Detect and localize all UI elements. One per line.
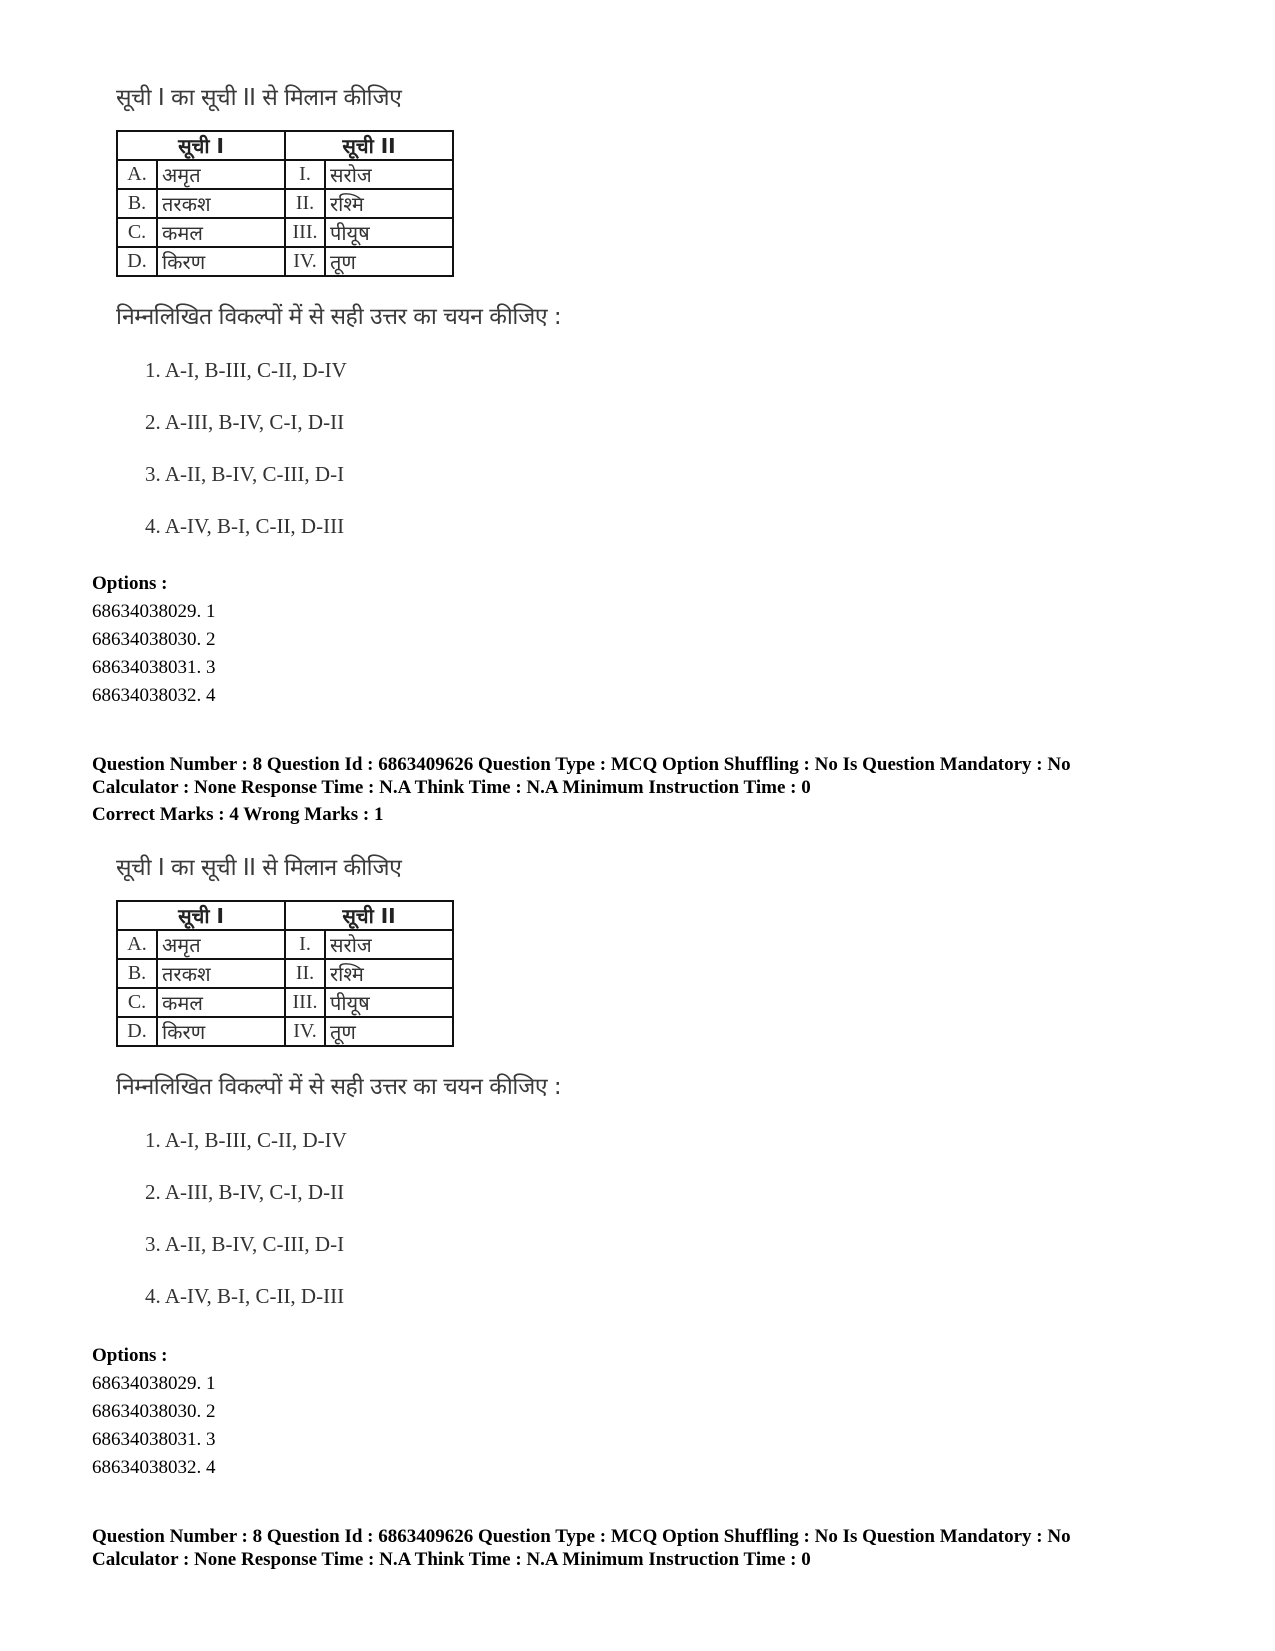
choice-list — [116, 355, 656, 563]
right-item: रश्मि — [325, 959, 453, 988]
left-label: B. — [117, 189, 157, 218]
right-item: रश्मि — [325, 189, 453, 218]
option-item: 68634038030. 2 — [92, 1401, 216, 1422]
question-heading: सूची I का सूची II से मिलान कीजिए — [116, 855, 402, 881]
left-item: अमृत — [157, 930, 285, 959]
right-item: तूण — [325, 247, 453, 276]
left-item: तरकश — [157, 959, 285, 988]
left-label: C. — [117, 988, 157, 1017]
list2-header: सूची II — [285, 131, 453, 160]
choice-item: 1. A-I, B-III, C-II, D-IV — [145, 358, 347, 382]
right-label: IV. — [285, 1017, 325, 1046]
meta-line-2: Calculator : None Response Time : N.A Think Time : N.A Minimum Instruction Time : 0 — [92, 777, 811, 798]
options-block-1 — [92, 570, 216, 710]
table-row — [117, 1017, 453, 1046]
option-item: 68634038031. 3 — [92, 657, 216, 678]
right-label: IV. — [285, 247, 325, 276]
choice-item: 3. A-II, B-IV, C-III, D-I — [145, 462, 345, 486]
choice-item: 2. A-III, B-IV, C-I, D-II — [145, 1180, 345, 1204]
options-label: Options : — [92, 1345, 168, 1366]
table-row — [117, 930, 453, 959]
left-label: A. — [117, 930, 157, 959]
option-item: 68634038029. 1 — [92, 1373, 216, 1394]
question-instruction: निम्नलिखित विकल्पों में से सही उत्तर का चयन कीजिए : — [116, 304, 562, 330]
table-row — [117, 959, 453, 988]
meta-line-1: Question Number : 8 Question Id : 6863409626 Question Type : MCQ Option Shuffling : No Is Question Mandatory : No — [92, 754, 1071, 775]
match-table — [116, 900, 454, 1047]
options-block-2 — [92, 1342, 216, 1482]
option-item: 68634038029. 1 — [92, 601, 216, 622]
right-label: III. — [285, 988, 325, 1017]
left-label: D. — [117, 1017, 157, 1046]
left-item: कमल — [157, 218, 285, 247]
question-meta-1 — [92, 753, 1071, 826]
option-item: 68634038030. 2 — [92, 629, 216, 650]
right-label: II. — [285, 189, 325, 218]
question-heading: सूची I का सूची II से मिलान कीजिए — [116, 85, 402, 111]
list1-header: सूची I — [117, 901, 285, 930]
left-item: किरण — [157, 1017, 285, 1046]
choice-item: 1. A-I, B-III, C-II, D-IV — [145, 1128, 347, 1152]
table-row — [117, 247, 453, 276]
list1-header: सूची I — [117, 131, 285, 160]
table-row — [117, 189, 453, 218]
question-image-2 — [116, 848, 656, 1333]
right-item: सरोज — [325, 160, 453, 189]
question-image-1 — [116, 78, 656, 563]
left-label: C. — [117, 218, 157, 247]
list2-header: सूची II — [285, 901, 453, 930]
table-row — [117, 218, 453, 247]
right-item: पीयूष — [325, 988, 453, 1017]
match-table — [116, 130, 454, 277]
left-label: A. — [117, 160, 157, 189]
options-label: Options : — [92, 573, 168, 594]
table-row — [117, 160, 453, 189]
meta-line-2: Calculator : None Response Time : N.A Think Time : N.A Minimum Instruction Time : 0 — [92, 1549, 811, 1570]
marks-line: Correct Marks : 4 Wrong Marks : 1 — [92, 804, 384, 825]
choice-item: 4. A-IV, B-I, C-II, D-III — [145, 514, 345, 538]
table-row — [117, 988, 453, 1017]
right-label: I. — [285, 160, 325, 189]
left-item: किरण — [157, 247, 285, 276]
left-item: कमल — [157, 988, 285, 1017]
meta-line-1: Question Number : 8 Question Id : 6863409626 Question Type : MCQ Option Shuffling : No Is Question Mandatory : No — [92, 1526, 1071, 1547]
question-meta-2 — [92, 1525, 1071, 1571]
left-label: B. — [117, 959, 157, 988]
left-item: तरकश — [157, 189, 285, 218]
choice-list — [116, 1125, 656, 1333]
option-item: 68634038032. 4 — [92, 685, 216, 706]
left-item: अमृत — [157, 160, 285, 189]
right-item: तूण — [325, 1017, 453, 1046]
choice-item: 3. A-II, B-IV, C-III, D-I — [145, 1232, 345, 1256]
left-label: D. — [117, 247, 157, 276]
option-item: 68634038031. 3 — [92, 1429, 216, 1450]
right-item: सरोज — [325, 930, 453, 959]
choice-item: 2. A-III, B-IV, C-I, D-II — [145, 410, 345, 434]
right-label: III. — [285, 218, 325, 247]
choice-item: 4. A-IV, B-I, C-II, D-III — [145, 1284, 345, 1308]
right-item: पीयूष — [325, 218, 453, 247]
question-instruction: निम्नलिखित विकल्पों में से सही उत्तर का चयन कीजिए : — [116, 1074, 562, 1100]
option-item: 68634038032. 4 — [92, 1457, 216, 1478]
right-label: II. — [285, 959, 325, 988]
right-label: I. — [285, 930, 325, 959]
